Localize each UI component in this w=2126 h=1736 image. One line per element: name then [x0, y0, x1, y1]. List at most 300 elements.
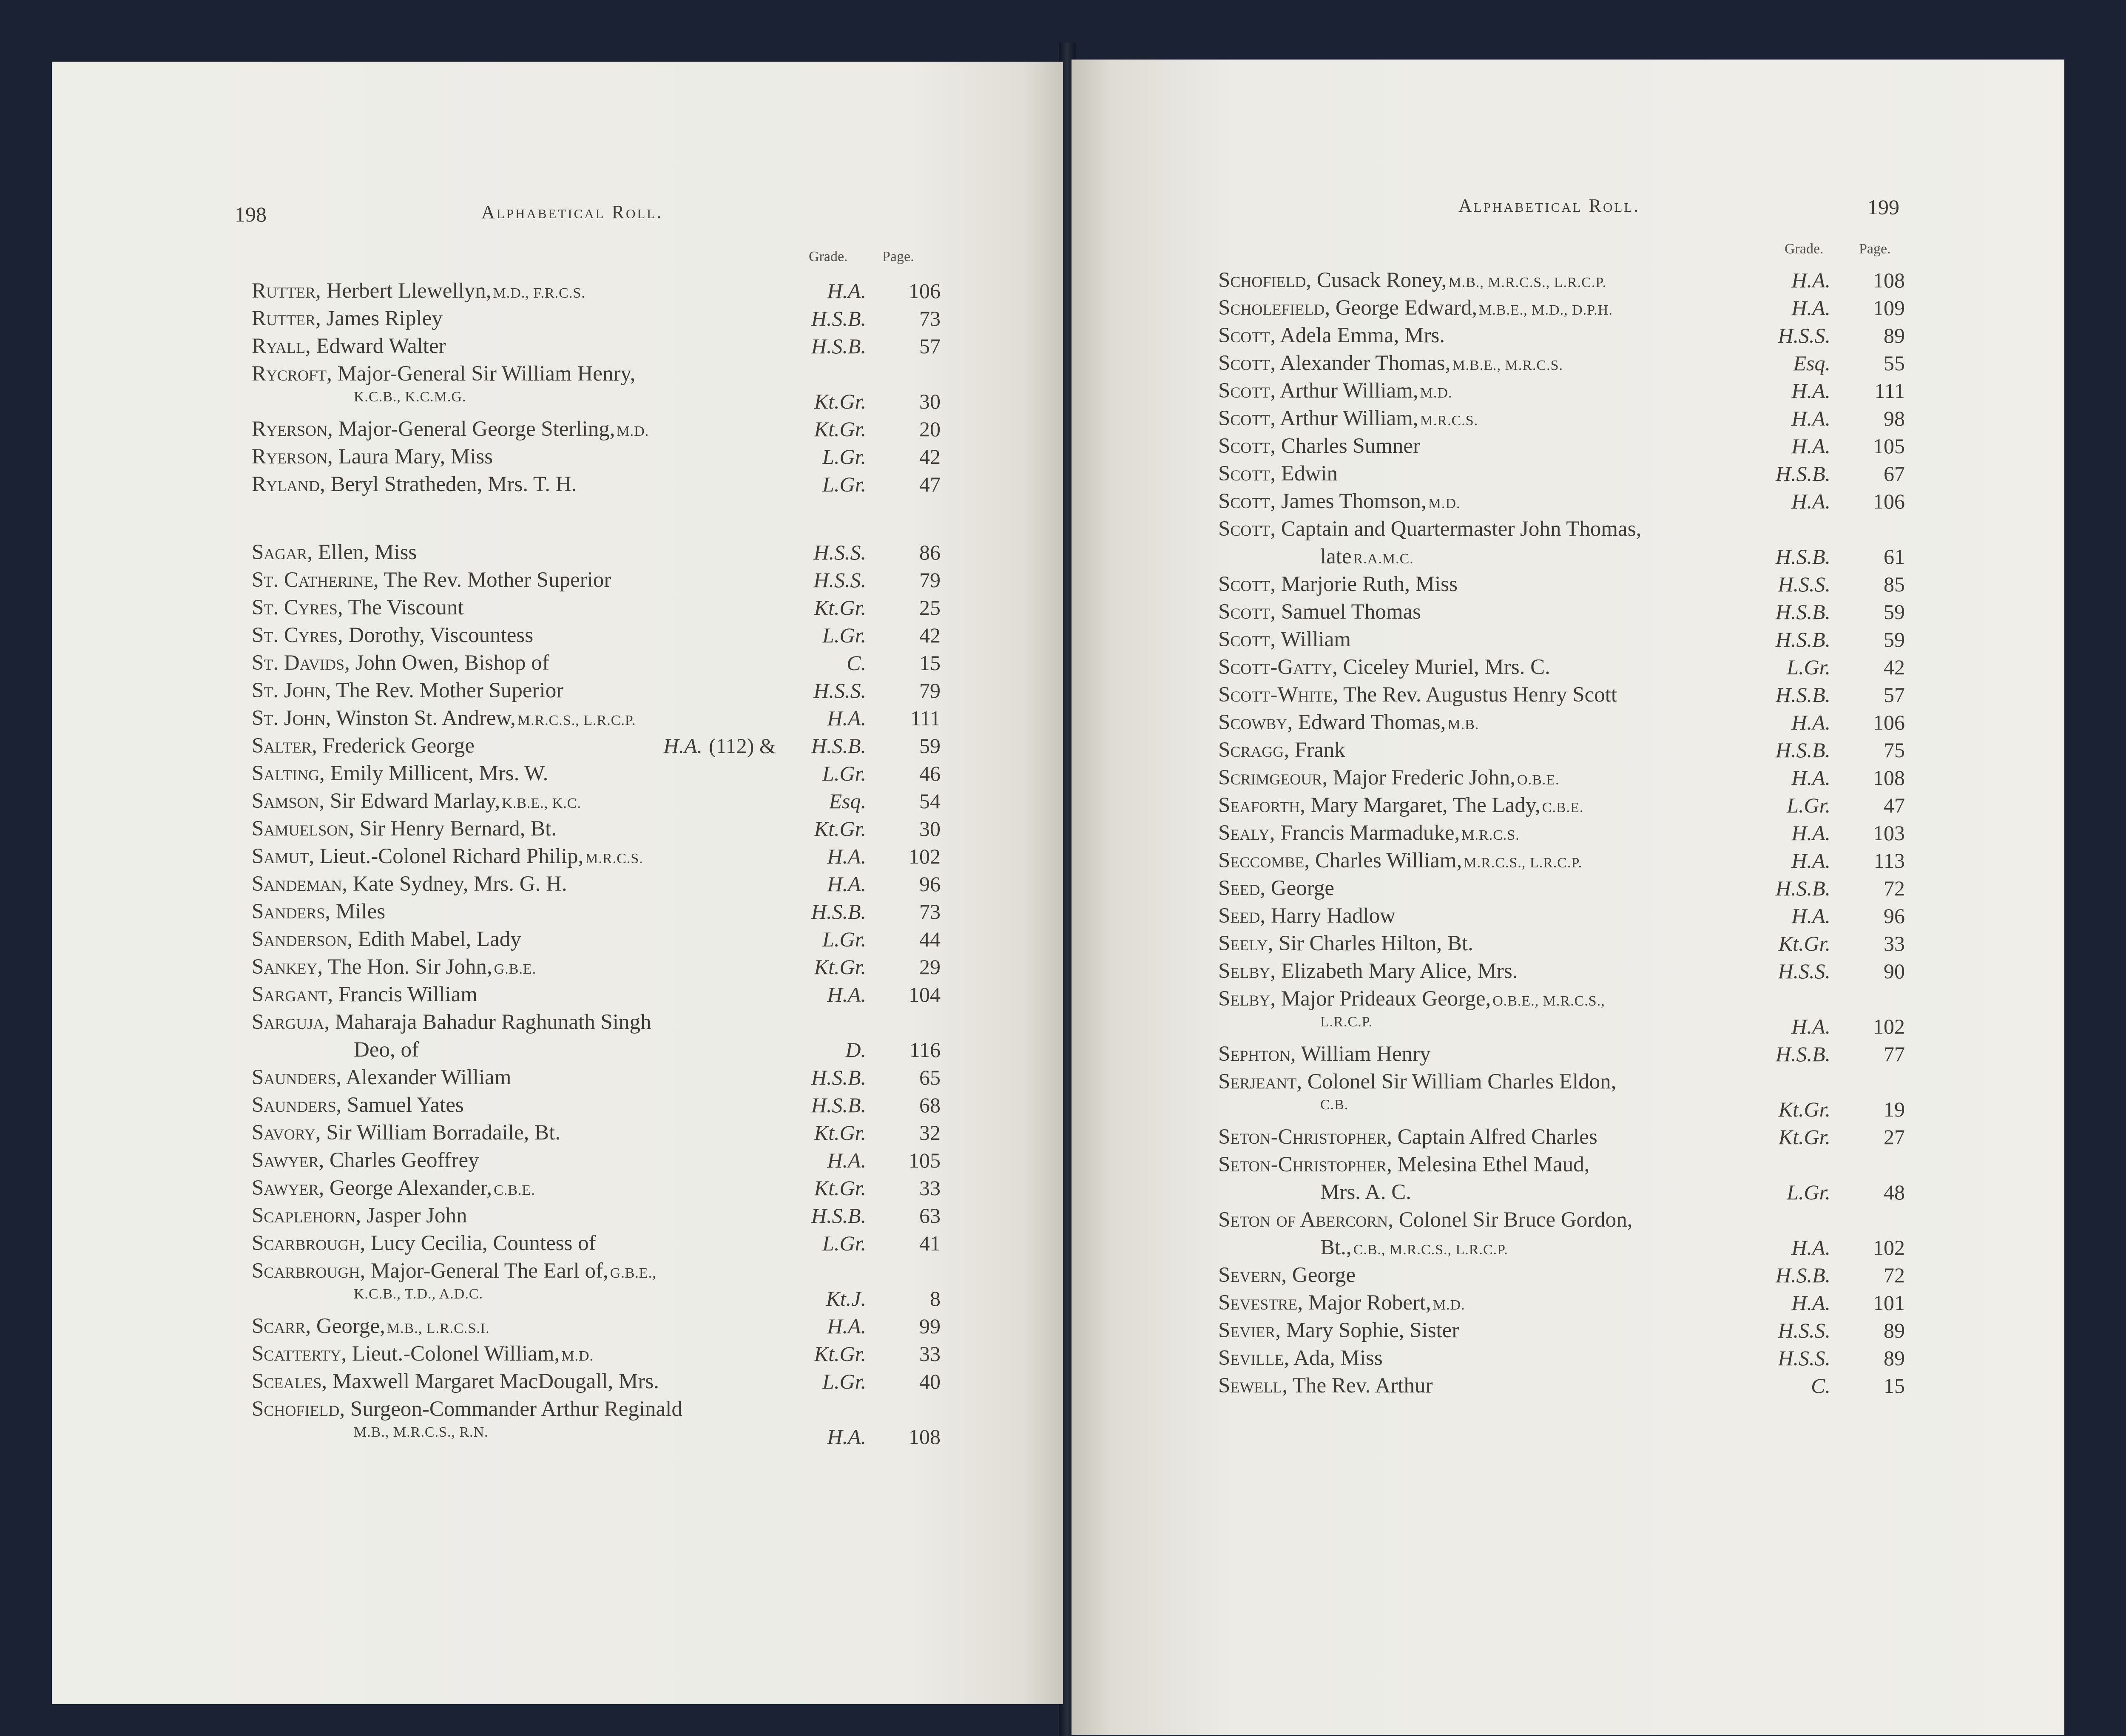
entry-page: 113: [1873, 849, 1905, 872]
entry-surname: Ryerson: [252, 417, 328, 441]
entry-surname: St. John: [252, 706, 326, 730]
entry-line: [1218, 406, 1478, 431]
entry-page: 29: [919, 955, 941, 979]
entry-page: 98: [1884, 406, 1905, 430]
entry-line: [252, 1203, 467, 1228]
entry-line: [252, 1231, 596, 1256]
entry-page: 72: [1884, 1263, 1905, 1287]
entry-surname: Scott: [1218, 406, 1270, 430]
entry-grade: Kt.Gr.: [1778, 1097, 1830, 1121]
entry-grade: H.A.: [1791, 296, 1830, 320]
entry-given-name: , Ada, Miss: [1284, 1346, 1383, 1370]
entry-surname: Sarguja: [252, 1010, 324, 1034]
entry-page: 47: [919, 472, 941, 496]
entry-line: [252, 899, 385, 924]
entry-grade: Kt.Gr.: [1778, 1125, 1830, 1149]
entry-page: 106: [1873, 710, 1905, 734]
entry-line: [252, 472, 577, 497]
entry-qualifications: K.C.B., K.C.M.G.: [354, 389, 466, 405]
entry-given-name: , Sir Henry Bernard, Bt.: [349, 817, 557, 841]
entry-surname: Saunders: [252, 1065, 336, 1089]
entry-page: 48: [1884, 1180, 1905, 1204]
entry-line: [1218, 1263, 1356, 1287]
entry-page: 33: [919, 1176, 941, 1200]
entry-grade-secondary: H.A.: [663, 734, 702, 758]
entry-line: [252, 361, 635, 386]
entry-page: 25: [919, 596, 941, 619]
entry-surname: Seaforth: [1218, 793, 1300, 817]
entry-line: [1218, 710, 1479, 735]
entry-page: 27: [1884, 1125, 1905, 1149]
entry-given-name: , George,: [305, 1314, 385, 1338]
entry-grade: H.S.S.: [813, 568, 866, 592]
entry-line: [1218, 904, 1396, 928]
entry-given-name: , Beryl Stratheden, Mrs. T. H.: [320, 472, 577, 496]
entry-line: [1218, 600, 1421, 624]
entry-line: [252, 623, 533, 648]
entry-grade: H.S.S.: [1778, 324, 1830, 347]
entry-qualifications: M.D., F.R.C.S.: [493, 285, 586, 301]
entry-grade: Kt.Gr.: [1778, 932, 1830, 955]
entry-page: 32: [919, 1121, 941, 1145]
entry-given-name: , Surgeon-Commander Arthur Reginald: [339, 1397, 682, 1421]
entry-given-name: , Adela Emma, Mrs.: [1270, 324, 1445, 347]
grade-column-header: Grade.: [809, 249, 848, 264]
entry-surname: Ryall: [252, 334, 306, 358]
entry-page: 65: [919, 1065, 941, 1089]
entry-grade: H.S.S.: [1778, 1318, 1830, 1342]
left-page: [52, 62, 1063, 1704]
entry-given-name: , Miles: [325, 900, 386, 923]
entry-line: [252, 982, 477, 1007]
entry-qualifications: M.B., L.R.C.S.I.: [387, 1321, 490, 1336]
entry-grade: H.S.B.: [1775, 738, 1830, 762]
entry-qualifications: C.B.E.: [494, 1182, 535, 1198]
entry-surname: St. John: [252, 679, 326, 702]
entry-given-name: , The Hon. Sir John,: [317, 955, 492, 979]
entry-surname: Schofield: [1218, 268, 1306, 292]
entry-surname: Sanders: [252, 900, 325, 923]
entry-given-name: , Colonel Sir Bruce Gordon,: [1388, 1208, 1633, 1232]
entry-grade: H.A.: [827, 983, 866, 1006]
entry-line: [1218, 1373, 1432, 1398]
entry-given-name: , Colonel Sir William Charles Eldon,: [1296, 1070, 1617, 1094]
entry-given-name: , The Rev. Arthur: [1282, 1374, 1433, 1398]
entry-grade: H.S.B.: [1775, 683, 1830, 707]
entry-given-name: , Mary Margaret, The Lady,: [1300, 793, 1540, 817]
entry-continuation: [354, 1286, 483, 1302]
entry-page: 33: [919, 1342, 941, 1366]
entry-given-name: , Jasper John: [355, 1204, 467, 1227]
entry-surname: Sceales: [252, 1369, 322, 1393]
entry-grade: H.A.: [1791, 406, 1830, 430]
entry-qualifications: M.R.C.S., L.R.C.P.: [517, 713, 636, 728]
entry-page: 116: [909, 1038, 941, 1062]
entry-surname: Scott: [1218, 572, 1270, 596]
entry-line: [1218, 351, 1563, 375]
entry-surname: Seton-Christopher: [1218, 1125, 1387, 1149]
entry-given-name: , George Edward,: [1324, 296, 1478, 320]
entry-line: [252, 417, 649, 441]
entry-qualifications: G.B.E.,: [610, 1265, 657, 1281]
page-column-header: Page.: [882, 249, 914, 264]
entry-surname: Seton-Christopher: [1218, 1153, 1387, 1176]
entry-line: [1218, 821, 1520, 845]
entry-given-name: , Melesina Ethel Maud,: [1387, 1153, 1590, 1176]
entry-continuation: [1320, 544, 1414, 569]
entry-grade: L.Gr.: [822, 761, 866, 785]
entry-page: 89: [1884, 324, 1905, 347]
page-column-header: Page.: [1859, 241, 1891, 257]
entry-grade: Kt.Gr.: [814, 1121, 866, 1145]
entry-grade: Esq.: [1793, 351, 1830, 375]
entry-line: [252, 1259, 657, 1283]
entry-surname: Sephton: [1218, 1042, 1290, 1066]
entry-line: [1218, 461, 1338, 486]
right-page: [1072, 60, 2064, 1735]
entry-surname: Seed: [1218, 876, 1260, 900]
entry-grade: Kt.J.: [826, 1287, 866, 1310]
entry-surname: Sawyer: [252, 1176, 319, 1200]
entry-page: 59: [1884, 600, 1905, 624]
entry-page: 96: [1884, 904, 1905, 928]
entry-surname: Samut: [252, 844, 309, 868]
entry-surname: Rutter: [252, 307, 315, 330]
entry-page: 55: [1884, 351, 1905, 375]
entry-line: [1218, 682, 1617, 707]
entry-qualifications: M.R.C.S.: [1420, 413, 1478, 429]
entry-given-name: , Edward Thomas,: [1287, 710, 1446, 734]
entry-continuation: [354, 389, 466, 405]
entry-line: [252, 706, 636, 730]
entry-grade: H.S.S.: [1778, 959, 1830, 983]
entry-grade: L.Gr.: [1787, 655, 1830, 679]
entry-given-name: , Charles William,: [1304, 849, 1462, 872]
entry-surname: Severn: [1218, 1263, 1282, 1287]
entry-surname: Ryerson: [252, 445, 328, 469]
entry-surname: Scott: [1218, 489, 1270, 513]
entry-grade: C.: [1811, 1374, 1830, 1398]
entry-grade: Esq.: [829, 789, 866, 813]
entry-line: [252, 1120, 560, 1145]
entry-line: [1218, 268, 1606, 293]
entry-grade: L.Gr.: [822, 927, 866, 951]
entry-given-name: , Edward Walter: [305, 334, 446, 358]
entry-line: [1218, 655, 1550, 679]
entry-given-name: , Captain and Quartermaster John Thomas,: [1270, 517, 1642, 541]
entry-page: 57: [919, 334, 941, 358]
entry-given-name: , Herbert Llewellyn,: [315, 279, 492, 303]
entry-line: [252, 789, 581, 813]
entry-page: 77: [1884, 1042, 1905, 1066]
entry-page: 75: [1884, 738, 1905, 762]
entry-surname: Rycroft: [252, 362, 327, 386]
entry-given-name: , Mary Sophie, Sister: [1275, 1318, 1459, 1342]
entry-surname: Seely: [1218, 932, 1268, 955]
entry-line: [252, 733, 475, 758]
entry-surname: Scragg: [1218, 738, 1284, 762]
entry-line: [1218, 959, 1518, 983]
entry-qualifications: M.B., M.R.C.S., R.N.: [354, 1424, 489, 1440]
entry-qualifications: M.D.: [1428, 496, 1461, 511]
entry-page: 108: [1873, 766, 1905, 790]
entry-given-name: , Edwin: [1270, 462, 1338, 486]
entry-given-name: , Frank: [1284, 738, 1345, 762]
entry-page: 44: [919, 927, 941, 951]
entry-page: 61: [1884, 545, 1905, 568]
entry-page: 8: [930, 1287, 941, 1310]
entry-continuation: [1320, 1235, 1508, 1260]
entry-given-name: , George: [1281, 1263, 1356, 1287]
entry-surname: Sevier: [1218, 1318, 1276, 1342]
entry-grade: H.S.B.: [811, 900, 866, 923]
entry-given-name: , Cusack Roney,: [1306, 268, 1447, 292]
entry-page: 42: [919, 623, 941, 647]
entry-page: 106: [1873, 489, 1905, 513]
entry-line: [252, 1369, 659, 1394]
entry-page: 73: [919, 900, 941, 923]
entry-given-name: , The Rev. Mother Superior: [373, 568, 611, 592]
entry-surname: Sewell: [1218, 1374, 1282, 1398]
entry-line: [252, 1093, 464, 1117]
entry-surname: Samson: [252, 789, 319, 813]
entry-qualifications: C.B.: [1320, 1097, 1349, 1113]
entry-given-name: , Laura Mary, Miss: [327, 445, 493, 469]
entry-grade: H.S.B.: [811, 307, 866, 330]
entry-surname: Salter: [252, 734, 312, 758]
entry-qualifications: M.B.E., M.R.C.S.: [1452, 358, 1563, 373]
entry-surname: Scarr: [252, 1314, 306, 1338]
entry-given-name: , Alexander Thomas,: [1270, 351, 1451, 375]
entry-grade: H.S.S.: [813, 540, 866, 564]
entry-grade: H.A.: [1791, 434, 1830, 458]
entry-page: 40: [919, 1369, 941, 1393]
entry-surname: Scarbrough: [252, 1259, 360, 1283]
entry-surname: Scowby: [1218, 710, 1288, 734]
entry-given-name: , Emily Millicent, Mrs. W.: [319, 761, 549, 785]
entry-line: [1218, 489, 1461, 514]
entry-line: [252, 568, 611, 592]
entry-line: [252, 816, 557, 841]
entry-qualifications: K.C.B., T.D., A.D.C.: [354, 1286, 483, 1302]
entry-surname: Scott: [1218, 600, 1270, 624]
entry-page: 105: [909, 1148, 941, 1172]
entry-page: 15: [1884, 1374, 1905, 1398]
entry-page: 106: [909, 279, 941, 303]
entry-page: 20: [919, 417, 941, 441]
entry-page: 42: [919, 445, 941, 469]
entry-page: 111: [1874, 379, 1905, 403]
entry-page-and: (112) &: [709, 734, 776, 758]
entry-page: 19: [1884, 1097, 1905, 1121]
entry-grade: H.S.B.: [811, 1093, 866, 1117]
entry-grade: H.A.: [827, 706, 866, 730]
entry-surname: St. Catherine: [252, 568, 373, 592]
entry-surname: Selby: [1218, 987, 1270, 1011]
entry-line: [252, 651, 549, 675]
entry-line: [1218, 434, 1420, 458]
entry-given-name: , Sir Edward Marlay,: [319, 789, 500, 813]
entry-given-name: , Major Robert,: [1297, 1291, 1431, 1315]
entry-line: [1218, 1042, 1431, 1066]
entry-page: 79: [919, 679, 941, 702]
entry-qualifications: C.B., M.R.C.S., L.R.C.P.: [1353, 1242, 1508, 1258]
entry-continuation-text: Deo, of: [354, 1038, 419, 1062]
entry-surname: Scott: [1218, 462, 1270, 486]
entry-page: 72: [1884, 876, 1905, 900]
entry-surname: Sealy: [1218, 821, 1270, 845]
entry-given-name: , Francis Marmaduke,: [1269, 821, 1460, 845]
entry-line: [252, 872, 567, 896]
entry-surname: Scott: [1218, 379, 1270, 403]
entry-surname: St. Cyres: [252, 623, 338, 647]
entry-grade: H.A.: [1791, 766, 1830, 790]
entry-grade: H.A.: [827, 1314, 866, 1338]
entry-given-name: , Major-General The Earl of,: [360, 1259, 608, 1283]
entry-surname: Seed: [1218, 904, 1260, 928]
entry-qualifications: M.B., M.R.C.S., L.R.C.P.: [1448, 275, 1607, 290]
entry-grade: H.S.B.: [811, 1204, 866, 1227]
entry-continuation: [1320, 1014, 1373, 1030]
entry-given-name: , James Ripley: [315, 307, 443, 330]
entry-page: 30: [919, 817, 941, 841]
entry-line: [252, 927, 521, 952]
entry-grade: H.A.: [827, 1425, 866, 1449]
entry-surname: Scott-Gatty: [1218, 655, 1333, 679]
entry-continuation: [354, 1424, 489, 1441]
entry-grade: H.S.B.: [1775, 545, 1830, 568]
entry-grade: H.A.: [1791, 904, 1830, 928]
entry-line: [1218, 876, 1334, 901]
entry-grade: H.S.B.: [1775, 600, 1830, 624]
entry-grade: L.Gr.: [1787, 793, 1830, 817]
entry-given-name: , Major-General Sir William Henry,: [327, 362, 636, 386]
entry-page: 41: [919, 1231, 941, 1255]
entry-grade: H.S.S.: [1778, 1346, 1830, 1370]
entry-qualifications: K.B.E., K.C.: [502, 796, 581, 811]
entry-given-name: , James Thomson,: [1270, 489, 1427, 513]
entry-line: [1218, 986, 1605, 1011]
entry-line: [252, 540, 417, 565]
entry-given-name: , William: [1270, 628, 1351, 651]
entry-given-name: , Major-General George Sterling,: [327, 417, 615, 441]
entry-grade: H.A.: [1791, 379, 1830, 403]
entry-surname: Sagar: [252, 540, 307, 564]
entry-page: 68: [919, 1093, 941, 1117]
entry-given-name: , Alexander William: [336, 1065, 512, 1089]
entry-given-name: , Samuel Yates: [336, 1093, 464, 1117]
entry-given-name: , Major Frederic John,: [1322, 766, 1516, 790]
entry-grade: H.A.: [827, 844, 866, 868]
entry-qualifications: M.R.C.S., L.R.C.P.: [1464, 855, 1583, 871]
entry-page: 73: [919, 307, 941, 330]
entry-given-name: , Kate Sydney, Mrs. G. H.: [342, 872, 567, 896]
entry-line: [252, 334, 446, 358]
entry-page: 47: [1884, 793, 1905, 817]
entry-grade: Kt.Gr.: [814, 1176, 866, 1200]
entry-grade: Kt.Gr.: [814, 417, 866, 441]
entry-qualifications: O.B.E.: [1517, 772, 1560, 788]
entry-qualifications: M.R.C.S.: [585, 851, 643, 867]
entry-surname: Saunders: [252, 1093, 336, 1117]
entry-line: [1218, 295, 1613, 320]
entry-grade: L.Gr.: [822, 472, 866, 496]
entry-line: [1218, 323, 1445, 348]
entry-line: [252, 306, 443, 331]
entry-surname: Serjeant: [1218, 1070, 1297, 1094]
entry-given-name: , The Rev. Augustus Henry Scott: [1333, 683, 1617, 707]
running-head: Alphabetical Roll.: [481, 202, 663, 222]
entry-surname: Ryland: [252, 472, 320, 496]
entry-surname: Scarbrough: [252, 1231, 360, 1255]
entry-continuation: [1320, 1097, 1348, 1113]
running-head: Alphabetical Roll.: [1458, 195, 1640, 216]
entry-qualifications: M.D.: [561, 1348, 594, 1364]
entry-line: [252, 1314, 490, 1338]
entry-page: 111: [910, 706, 941, 730]
entry-given-name: , Arthur William,: [1270, 406, 1418, 430]
entry-grade: H.A.: [1791, 268, 1830, 292]
entry-grade: H.A.: [1791, 821, 1830, 845]
entry-grade: H.S.B.: [1775, 628, 1830, 651]
entry-grade: H.A.: [827, 279, 866, 303]
entry-line: [252, 1397, 682, 1421]
entry-page: 103: [1873, 821, 1905, 845]
entry-surname: Salting: [252, 761, 320, 785]
entry-given-name: , Elizabeth Mary Alice, Mrs.: [1270, 959, 1518, 983]
entry-grade: Kt.Gr.: [814, 596, 866, 619]
entry-surname: Sankey: [252, 955, 318, 979]
entry-grade: H.A.: [827, 872, 866, 896]
entry-given-name: , Marjorie Ruth, Miss: [1270, 572, 1458, 596]
entry-page: 54: [919, 789, 941, 813]
entry-line: [1218, 1346, 1383, 1370]
entry-line: [252, 955, 536, 979]
entry-page: 109: [1873, 296, 1905, 320]
entry-grade: H.A.: [827, 1148, 866, 1172]
entry-continuation-text: Bt.,: [1320, 1236, 1352, 1259]
entry-given-name: , Frederick George: [312, 734, 475, 758]
entry-page: 86: [919, 540, 941, 564]
entry-surname: St. Davids: [252, 651, 345, 675]
entry-page: 108: [1873, 268, 1905, 292]
entry-page: 89: [1884, 1346, 1905, 1370]
entry-surname: Selby: [1218, 959, 1270, 983]
entry-page: 101: [1873, 1291, 1905, 1315]
entry-grade: L.Gr.: [1787, 1180, 1830, 1204]
entry-given-name: , Sir Charles Hilton, Bt.: [1268, 932, 1473, 955]
entry-qualifications: M.D.: [617, 423, 649, 439]
entry-surname: Samuelson: [252, 817, 349, 841]
entry-line: [1218, 627, 1351, 652]
entry-grade: Kt.Gr.: [814, 817, 866, 841]
entry-line: [252, 1176, 535, 1200]
entry-grade: H.A.: [1791, 1291, 1830, 1315]
entry-line: [1218, 931, 1473, 956]
entry-given-name: , The Viscount: [337, 596, 464, 619]
entry-line: [252, 1148, 479, 1173]
entry-surname: Scott-White: [1218, 683, 1333, 707]
entry-given-name: , Dorothy, Viscountess: [337, 623, 534, 647]
page-number: 199: [1867, 195, 1899, 219]
entry-grade: H.S.S.: [813, 679, 866, 702]
entry-grade: H.S.B.: [811, 1065, 866, 1089]
entry-qualifications: M.D.: [1420, 385, 1452, 401]
entry-qualifications: M.B.: [1447, 717, 1479, 733]
entry-grade: Kt.Gr.: [814, 1342, 866, 1366]
entry-page: 105: [1873, 434, 1905, 458]
entry-given-name: , Francis William: [327, 983, 477, 1006]
